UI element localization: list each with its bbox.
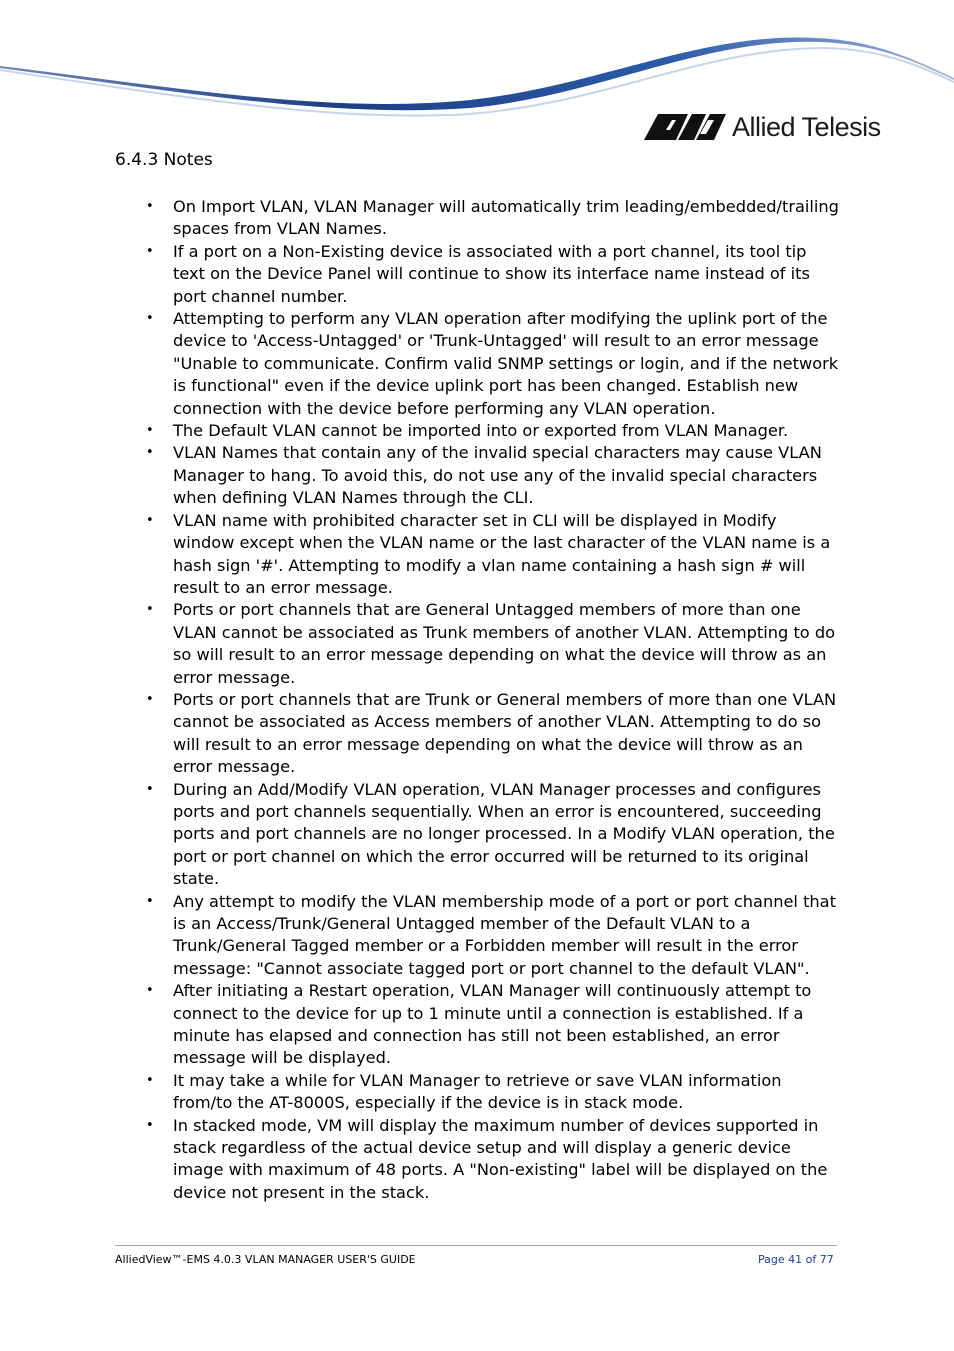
- bullet-icon: •: [146, 893, 154, 909]
- note-item: [115, 510, 840, 600]
- note-item: [115, 779, 840, 891]
- note-text: After initiating a Restart operation, VLAN Manager will continuously attempt to connect to the device for up to 1 minute until a connection is established. If a minute has elapsed and connection has still not been established, an error message will be displayed.: [173, 981, 812, 1068]
- bullet-icon: •: [146, 1117, 154, 1133]
- bullet-icon: •: [146, 781, 154, 797]
- bullet-icon: •: [146, 311, 154, 327]
- notes-list: [115, 196, 840, 1204]
- note-item: [115, 1070, 840, 1115]
- allied-telesis-logo: [644, 110, 881, 144]
- bullet-icon: •: [146, 423, 154, 439]
- bullet-icon: •: [146, 983, 154, 999]
- footer-doc-title: AlliedView™-EMS 4.0.3 VLAN MANAGER USER'S GUIDE: [115, 1253, 416, 1266]
- bullet-icon: •: [146, 512, 154, 528]
- note-text: Ports or port channels that are General Untagged members of more than one VLAN cannot be associated as Trunk members of another VLAN. Attempting to do so will result to an error message depending on what the device will throw as an error message.: [173, 600, 836, 687]
- allied-telesis-mark-icon: [644, 112, 726, 142]
- note-text: It may take a while for VLAN Manager to retrieve or save VLAN information from/to the AT-8000S, especially if the device is in stack mode.: [173, 1070, 782, 1113]
- section-heading: 6.4.3 Notes: [115, 150, 213, 170]
- note-text: If a port on a Non-Existing device is associated with a port channel, its tool tip text on the Device Panel will continue to show its interface name instead of its port channel number.: [173, 241, 810, 306]
- note-text: Any attempt to modify the VLAN membership mode of a port or port channel that is an Access/Trunk/General Untagged member of the Default VLAN to a Trunk/General Tagged member or a Forbidden member will result in the error message: "Cannot associate tagged port or port channel to the default VLAN".: [173, 891, 836, 978]
- note-item: [115, 308, 840, 420]
- note-item: [115, 420, 840, 442]
- bullet-icon: •: [146, 243, 154, 259]
- footer-page-number: Page 41 of 77: [758, 1253, 834, 1266]
- note-text: During an Add/Modify VLAN operation, VLAN Manager processes and configures ports and port channels sequentially. When an error is encountered, succeeding ports and port channels are no longer processed. In a Modify VLAN operation, the port or port channel on which the error occurred will be returned to its original state.: [173, 779, 835, 889]
- note-text: Attempting to perform any VLAN operation after modifying the uplink port of the device to 'Access-Untagged' or 'Trunk-Untagged' will result to an error message "Unable to communicate. Confirm valid SNMP settings or login, and if the network is functional" even if the device uplink port has been changed. Establish new connection with the device before performing any VLAN operation.: [173, 309, 839, 418]
- footer-divider: [115, 1245, 837, 1246]
- note-text: On Import VLAN, VLAN Manager will automatically trim leading/embedded/trailing spaces from VLAN Names.: [173, 197, 839, 239]
- note-item: [115, 599, 840, 689]
- brand-name: Allied Telesis: [732, 111, 881, 142]
- note-item: [115, 241, 840, 308]
- note-item: [115, 1115, 840, 1205]
- bullet-icon: •: [146, 691, 154, 707]
- note-item: [115, 891, 840, 981]
- note-item: [115, 689, 840, 779]
- note-text: VLAN name with prohibited character set in CLI will be displayed in Modify window except when the VLAN name or the last character of the VLAN name is a hash sign '#'. Attempting to modify a vlan name containing a hash sign # will result to an error message.: [173, 510, 831, 597]
- note-item: [115, 442, 840, 509]
- note-text: In stacked mode, VM will display the maximum number of devices supported in stack regardless of the actual device setup and will display a generic device image with maximum of 48 ports. A "Non-existing" label will be displayed on the device not present in the stack.: [173, 1115, 828, 1202]
- note-text: Ports or port channels that are Trunk or General members of more than one VLAN cannot be associated as Access members of another VLAN. Attempting to do so will result to an error message depending on what the device will throw as an error message.: [173, 689, 837, 777]
- note-text: VLAN Names that contain any of the invalid special characters may cause VLAN Manager to hang. To avoid this, do not use any of the invalid special characters when defining VLAN Names through the CLI.: [173, 443, 822, 508]
- bullet-icon: •: [146, 445, 154, 461]
- bullet-icon: •: [146, 199, 154, 214]
- bullet-icon: •: [146, 1072, 154, 1088]
- note-item: [115, 980, 840, 1070]
- bullet-icon: •: [146, 602, 154, 618]
- note-text: The Default VLAN cannot be imported into or exported from VLAN Manager.: [173, 421, 789, 441]
- note-item: [115, 196, 840, 241]
